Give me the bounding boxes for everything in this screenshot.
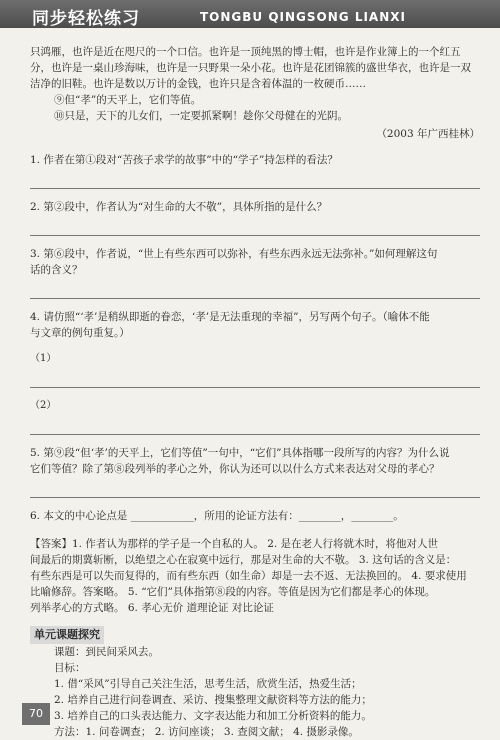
answer-blank <box>30 422 480 435</box>
header-bar <box>0 0 500 28</box>
page-number: 70 <box>22 703 50 725</box>
text-line: 只鸿雁，也许是近在咫尺的一个口信。也许是一顶纯黑的博士帽，也许是作业簿上的一个红五 <box>30 46 461 58</box>
answer-blank <box>30 485 480 498</box>
question-3-line-1: 3. 第⑥段中，作者说，“世上有些东西可以弥补，有些东西永远无法弥补。”如何理解这句 <box>30 248 438 260</box>
section-title: 单元课题探究 <box>30 626 104 644</box>
brand-pinyin: TONGBU QINGSONG LIANXI <box>200 10 406 24</box>
question-3-line-2: 话的含义？ <box>30 264 83 276</box>
goal-2: 2. 培养自己进行问卷调查、采访、搜集整理文献资料等方法的能力； <box>54 694 372 706</box>
goal-3: 3. 培养自己的口头表达能力、文字表达能力和加工分析资料的能力。 <box>54 710 372 722</box>
text-line: ⑨但“孝”的天平上，它们等值。 <box>54 94 202 106</box>
text-line: 分，也许是一桌山珍海味，也许是一只野果一朵小花。也许是花团锦簇的盛世华衣，也许是一双 <box>30 62 471 74</box>
text-line: ⑩只是，天下的儿女们，一定要抓紧啊！趁你父母健在的光阴。 <box>54 110 348 122</box>
question-4-line-2: 与文章的例句重复。） <box>30 327 130 339</box>
answer-line-2: 间最后的期冀斩断，以绝望之心在寂寞中远行，那是对生命的大不敬。 3. 这句话的含义是： <box>30 554 457 566</box>
main-content <box>30 44 480 740</box>
answer-line-3: 有些东西是可以失而复得的，而有些东西（如生命）却是一去不返、无法换回的。 4. 要求使用 <box>30 570 467 582</box>
question-4-item-1: （1） <box>30 353 57 364</box>
answer-line-5: 列举孝心的方式略。 6. 孝心无价 道理论证 对比论证 <box>30 602 274 614</box>
brand-title: 同步轻松练习 <box>32 9 140 29</box>
answer-blank <box>30 286 480 299</box>
question-2: 2. 第②段中，作者认为“对生命的大不敬”，具体所指的是什么？ <box>30 201 328 213</box>
goal-label: 目标： <box>54 662 86 674</box>
question-5-line-1: 5. 第⑨段“但‘孝’的天平上，它们等值”一句中，“它们”具体指哪一段所写的内容？为什么说 <box>30 447 450 459</box>
question-1: 1. 作者在第①段对“苦孩子求学的故事”中的“学子”持怎样的看法？ <box>30 154 338 166</box>
question-6: 6. 本文的中心论点是 ____________，所用的论证方法有：________，________。 <box>30 510 404 522</box>
footer <box>0 693 500 733</box>
answer-blank <box>30 223 480 236</box>
answer-blank <box>30 176 480 189</box>
topic-line: 课题：到民间采风去。 <box>54 646 159 658</box>
answer-line-4: 比喻修辞。答案略。 5. “它们”具体指第⑧段的内容。等值是因为它们都是孝心的体现。 <box>30 586 436 598</box>
answer-line-1: 【答案】1. 作者认为那样的学子是一个自私的人。 2. 是在老人行将就木时，将他对人世 <box>30 538 439 550</box>
answer-blank <box>30 375 480 388</box>
goal-1: 1. 借“采风”引导自己关注生活，思考生活，欣赏生活，热爱生活； <box>54 678 362 690</box>
source-note: （2003 年广西桂林） <box>376 128 480 140</box>
question-4-item-2: （2） <box>30 400 57 411</box>
question-4-line-1: 4. 请仿照“‘孝’是稍纵即逝的眷恋，‘孝’是无法重现的幸福”，另写两个句子。（喻体不能 <box>30 311 430 323</box>
method-line: 方法：1. 问卷调查； 2. 访问座谈； 3. 查阅文献； 4. 摄影录像。 <box>54 726 359 738</box>
text-line: 洁净的旧鞋。也许是数以万计的金钱，也许只是含着体温的一枚硬币…… <box>30 78 366 90</box>
question-5-line-2: 它们等值？除了第⑧段列举的孝心之外，你认为还可以以什么方式来表达对父母的孝心？ <box>30 463 440 475</box>
